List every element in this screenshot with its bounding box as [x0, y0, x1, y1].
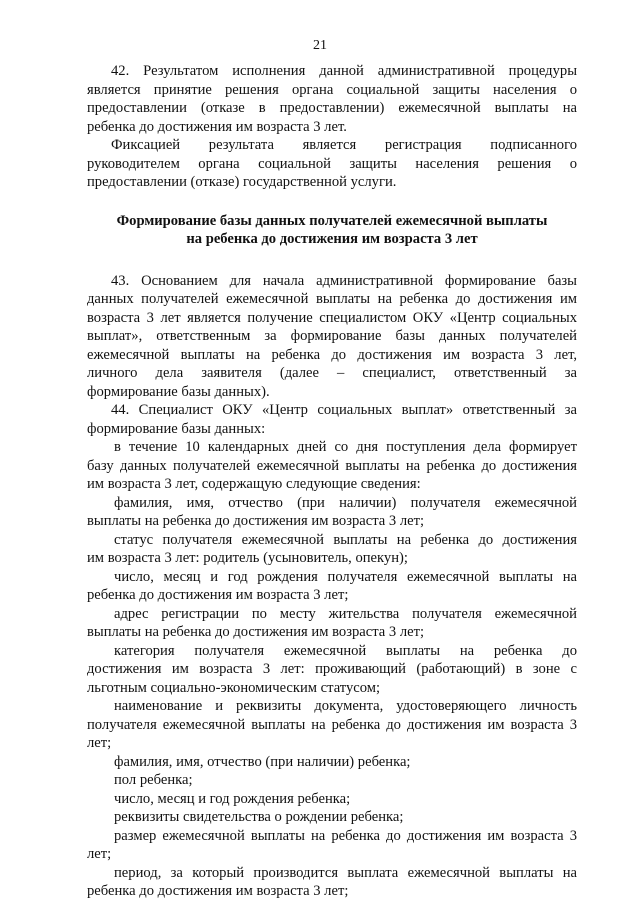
document-body — [87, 62, 577, 901]
paragraph-44 — [87, 401, 577, 438]
text-line: является принятие решения органа социальной защиты населения о — [87, 81, 577, 98]
text-line: формирование базы данных: — [87, 420, 266, 437]
text-line: 42. Результатом исполнения данной административной процедуры — [111, 63, 577, 79]
list-item — [87, 438, 577, 494]
text-line: 44. Специалист ОКУ «Центр социальных выплат» ответственный за — [111, 402, 577, 418]
text-line: получателя ежемесячной выплаты на ребенка до достижения им возраста 3 — [87, 716, 577, 733]
list-item — [87, 605, 577, 642]
text-line: лет; — [87, 735, 112, 751]
text-line: в течение 10 календарных дней со дня поступления дела формирует — [114, 439, 577, 455]
text-line: выплат», ответственным за формирование базы данных получателей — [87, 328, 577, 344]
text-line: период, за который производится выплата ежемесячной выплаты на — [114, 864, 577, 881]
list-item: реквизиты свидетельства о рождении ребенка; — [114, 809, 404, 825]
text-line: ежемесячной выплаты на ребенка до достижения им возраста 3 лет, — [87, 346, 577, 363]
text-line: руководителем органа социальной защиты населения решения о — [87, 155, 577, 172]
list-item — [87, 642, 577, 698]
text-line: выплаты на ребенка до достижения им возраста 3 лет; — [87, 624, 425, 640]
section-heading — [87, 212, 577, 249]
text-line: данных получателей ежемесячной выплаты на ребенка до достижения им — [87, 291, 577, 307]
text-line: формирование базы данных). — [87, 383, 270, 400]
heading-line: на ребенка до достижения им возраста 3 лет — [186, 231, 478, 247]
text-line: им возраста 3 лет: родитель (усыновитель, опекун); — [87, 550, 408, 566]
text-line: предоставлении (отказе в предоставлении) ежемесячной выплаты на — [87, 100, 577, 116]
text-line: возраста 3 лет является получение специалистом ОКУ «Центр социальных — [87, 309, 577, 326]
text-line: статус получателя ежемесячной выплаты на ребенка до достижения — [114, 531, 577, 548]
text-line: льготным социально-экономическим статусом; — [87, 679, 381, 696]
text-line: 43. Основанием для начала административной формирование базы — [111, 272, 577, 289]
list-item — [87, 864, 577, 901]
text-line: выплаты на ребенка до достижения им возраста 3 лет; — [87, 513, 425, 529]
text-line: размер ежемесячной выплаты на ребенка до достижения им возраста 3 — [114, 827, 577, 844]
text-line: ребенка до достижения им возраста 3 лет; — [87, 883, 349, 899]
text-line: лет; — [87, 846, 112, 862]
text-line: ребенка до достижения им возраста 3 лет; — [87, 587, 349, 603]
text-line: базу данных получателей ежемесячной выплаты на ребенка до достижения — [87, 457, 577, 474]
text-line: категория получателя ежемесячной выплаты на ребенка до — [114, 642, 577, 659]
list-item — [87, 494, 577, 531]
text-line: адрес регистрации по месту жительства получателя ежемесячной — [114, 605, 577, 622]
paragraph-43 — [87, 272, 577, 402]
paragraph-42 — [87, 62, 577, 136]
list-item: фамилия, имя, отчество (при наличии) ребенка; — [114, 753, 411, 770]
text-line: наименование и реквизиты документа, удостоверяющего личность — [114, 698, 577, 714]
text-line: им возраста 3 лет, содержащую следующие сведения: — [87, 476, 421, 492]
page-number: 21 — [313, 38, 327, 53]
list-item — [87, 827, 577, 864]
text-line: предоставлении (отказе) государственной услуги. — [87, 174, 397, 190]
text-line: достижения им возраста 3 лет: проживающий (работающий) в зоне с — [87, 661, 577, 677]
list-item — [87, 568, 577, 605]
list-item: пол ребенка; — [114, 772, 193, 788]
text-line: личного дела заявителя (далее – специалист, ответственный за — [87, 365, 577, 381]
list-item — [87, 697, 577, 753]
text-line: Фиксацией результата является регистрация подписанного — [111, 137, 577, 153]
text-line: фамилия, имя, отчество (при наличии) получателя ежемесячной — [114, 494, 577, 511]
text-line: ребенка до достижения им возраста 3 лет. — [87, 118, 347, 135]
heading-line: Формирование базы данных получателей ежемесячной выплаты — [116, 212, 548, 229]
text-line: число, месяц и год рождения получателя ежемесячной выплаты на — [114, 568, 577, 585]
list-item: число, месяц и год рождения ребенка; — [114, 790, 351, 807]
paragraph-42-fixation — [87, 136, 577, 192]
list-item — [87, 531, 577, 568]
